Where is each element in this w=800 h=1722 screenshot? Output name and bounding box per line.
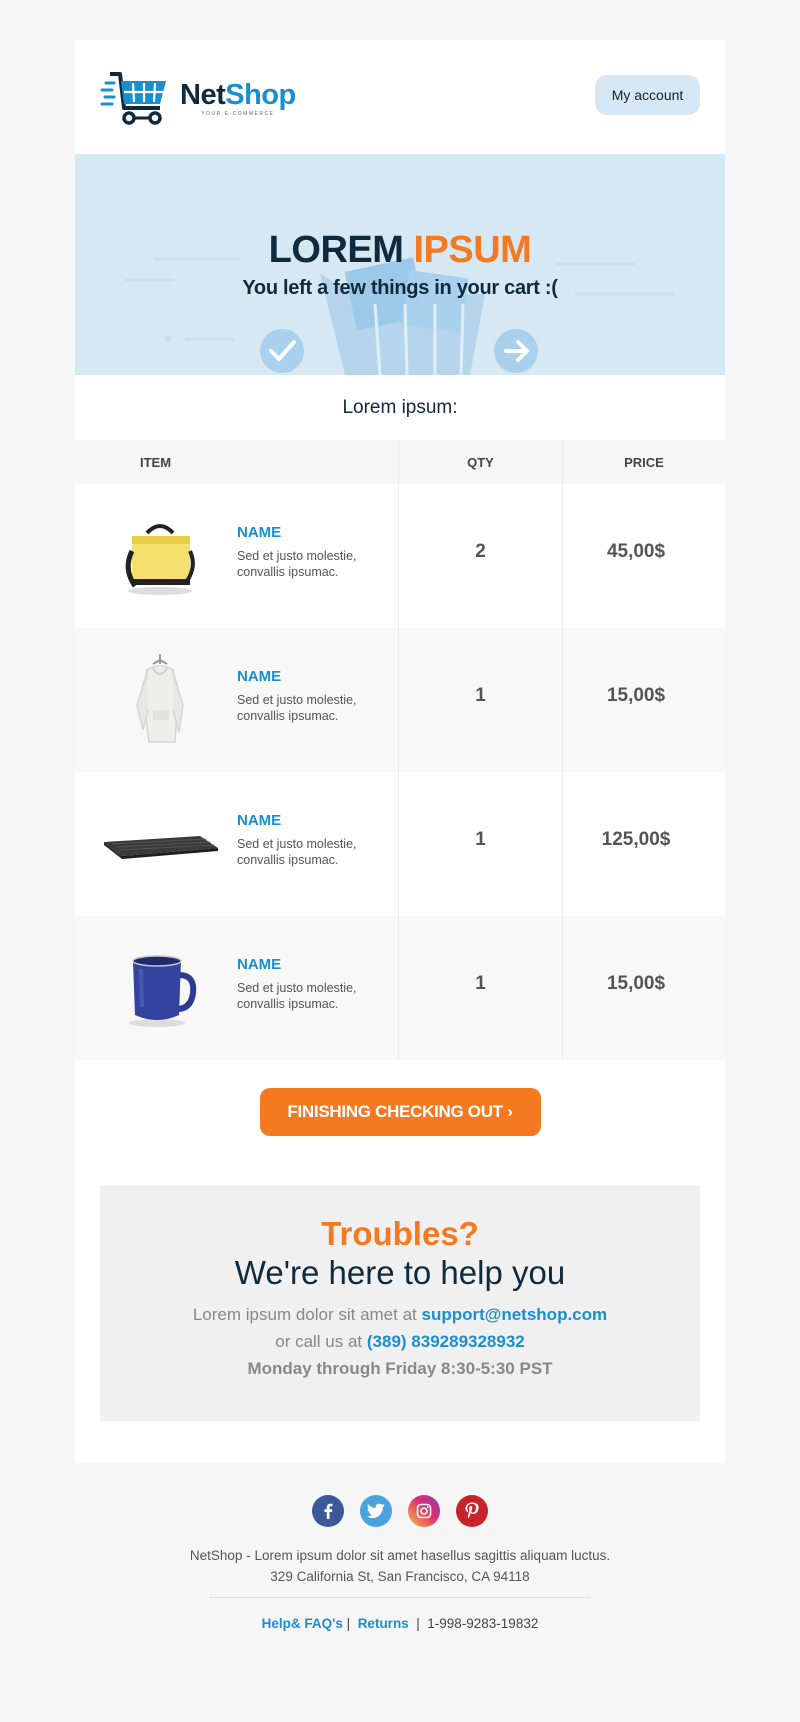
item-price: 45,00$	[606, 541, 666, 562]
laptop-bag-icon[interactable]	[100, 506, 220, 606]
help-phone-line: or call us at (389) 839289328932	[275, 1332, 525, 1351]
footer-address: 329 California St, San Francisco, CA 94118	[270, 1569, 530, 1584]
footer-separator: |	[416, 1616, 420, 1631]
netshop-logo[interactable]	[100, 68, 296, 128]
social-links	[75, 1495, 725, 1527]
finish-checkout-button[interactable]: FINISHING CHECKING OUT ›	[260, 1088, 541, 1136]
item-qty: 1	[475, 685, 486, 706]
item-price: 15,00$	[606, 685, 666, 706]
email-footer	[75, 1465, 725, 1631]
item-description: Sed et justo molestie, convallis ipsumac.	[237, 693, 357, 723]
cart-logo-icon	[100, 68, 172, 128]
item-qty: 2	[475, 541, 486, 562]
hoodie-icon[interactable]	[100, 650, 220, 750]
footer-divider	[210, 1597, 590, 1598]
pinterest-icon[interactable]	[456, 1495, 488, 1527]
my-account-button[interactable]: My account	[595, 75, 700, 115]
email-container	[75, 40, 725, 1463]
instagram-icon[interactable]	[408, 1495, 440, 1527]
keyboard-icon[interactable]	[100, 794, 220, 894]
item-name-link[interactable]: NAME	[237, 956, 282, 973]
help-box	[100, 1185, 700, 1421]
cart-section-title: Lorem ipsum:	[342, 396, 458, 418]
column-header-qty: QTY	[398, 440, 562, 484]
help-title: Troubles?	[321, 1215, 479, 1252]
item-name-link[interactable]: NAME	[237, 524, 282, 541]
footer-phone: 1-998-9283-19832	[427, 1616, 539, 1631]
footer-links	[75, 1616, 725, 1631]
help-hours: Monday through Friday 8:30-5:30 PST	[247, 1359, 553, 1378]
cart-row	[75, 916, 725, 1060]
item-price: 125,00$	[601, 829, 671, 850]
item-name-link[interactable]: NAME	[237, 668, 282, 685]
logo-wordmark: NetShop	[180, 78, 296, 111]
mug-icon[interactable]	[100, 938, 220, 1038]
support-phone-link[interactable]: (389) 839289328932	[366, 1332, 525, 1351]
column-header-item: ITEM	[140, 454, 172, 470]
item-description: Sed et justo molestie, convallis ipsumac.	[237, 549, 357, 579]
help-email-line: Lorem ipsum dolor sit amet at support@netshop.com	[192, 1305, 608, 1324]
item-qty: 1	[475, 829, 486, 850]
item-name-link[interactable]: NAME	[237, 812, 282, 829]
cart-row	[75, 772, 725, 916]
item-price: 15,00$	[606, 973, 666, 994]
cart-row	[75, 628, 725, 772]
cart-table-header	[75, 440, 725, 484]
item-description: Sed et justo molestie, convallis ipsumac.	[237, 981, 357, 1011]
returns-link[interactable]: Returns	[357, 1616, 409, 1631]
facebook-icon[interactable]	[312, 1495, 344, 1527]
help-subtitle: We're here to help you	[234, 1254, 566, 1291]
footer-company-line: NetShop - Lorem ipsum dolor sit amet hasellus sagittis aliquam luctus.	[189, 1548, 611, 1563]
item-qty: 1	[475, 973, 486, 994]
support-email-link[interactable]: support@netshop.com	[421, 1305, 608, 1324]
email-header	[75, 40, 725, 154]
logo-tagline: YOUR E-COMMERCE	[201, 110, 275, 117]
footer-separator: |	[346, 1616, 351, 1631]
twitter-icon[interactable]	[360, 1495, 392, 1527]
hero-banner	[75, 154, 725, 375]
column-header-price: PRICE	[562, 440, 725, 484]
cart-row	[75, 484, 725, 628]
hero-subtitle: You left a few things in your cart :(	[242, 277, 558, 299]
help-faq-link[interactable]: Help& FAQ's	[261, 1616, 343, 1631]
checkout-cta-section	[75, 1060, 725, 1185]
hero-title: LOREM IPSUM	[268, 229, 532, 271]
item-description: Sed et justo molestie, convallis ipsumac.	[237, 837, 357, 867]
